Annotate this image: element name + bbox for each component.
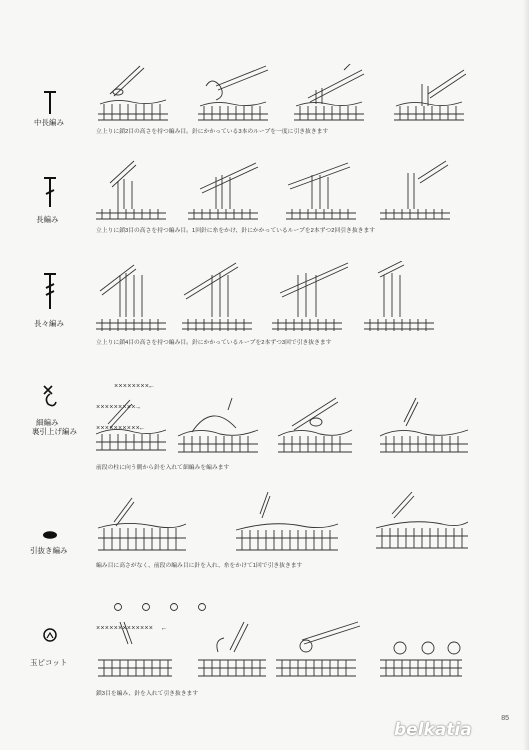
step-illustration-2 [180,261,260,333]
stitch-label-line-2: 裏引上げ編み [32,427,77,436]
stitch-row-dc [0,155,529,245]
chart-row: ×××××××××→ [96,404,141,412]
dc-icon [38,175,62,205]
step-illustration-4 [376,620,466,680]
stitch-caption: 前段の柱に向う側から針を入れて細編みを編みます [96,465,230,471]
chart-row: ××××××××← [114,383,154,391]
stitch-label: 長々編み [34,319,64,328]
step-illustration-3 [284,159,364,221]
stitch-caption: 立上りに鎖2目の高さを持つ編み目。針にかかっている3本のループを一度に引き抜きます [96,129,329,135]
chart-row: ××××××××××← [96,425,145,433]
step-illustration-4 [362,261,442,333]
ball-picot-icon [38,626,62,656]
stitch-label: 玉ピコット [30,658,68,667]
step-illustration-2 [196,64,276,122]
step-illustration-3 [372,490,472,554]
step-illustration-2 [232,490,342,554]
back-post-sc-icon [38,380,62,410]
stitch-row-back-post-sc [0,366,529,476]
tr-icon [38,271,62,301]
stitch-caption: 鎖3目を編み、針を入れて引き抜きます [96,691,199,697]
step-illustration-2 [194,620,270,680]
stitch-label-line-1: 細編み [36,418,59,427]
step-illustration-4 [392,64,472,122]
watermark: belkatia [394,720,472,740]
step-illustration-1 [94,396,170,454]
step-illustration-2 [186,159,266,221]
page-number: 85 [501,715,509,722]
step-illustration-1 [94,159,174,221]
stitch-row-slip-stitch [0,484,529,574]
step-illustration-4 [376,396,472,454]
step-illustration-1 [94,620,176,680]
picot-chart-marks [108,602,208,612]
stitch-row-hdc [0,60,529,140]
step-illustration-3 [272,620,362,680]
stitch-label: 引抜き編み [30,546,68,555]
step-illustration-4 [378,159,458,221]
stitch-row-tr [0,255,529,355]
chart-row: ××××××××××××× ← [96,625,167,633]
step-illustration-3 [292,64,372,122]
stitch-row-ball-picot [0,584,529,704]
step-illustration-3 [270,261,350,333]
step-illustration-1 [96,64,176,122]
step-illustration-2 [176,396,262,454]
stitch-caption: 編み目に高さがなく、前段の編み目に針を入れ、糸をかけて1回で引き抜きます [96,563,303,569]
stitch-caption: 立上りに鎖3目の高さを持つ編み目。1回針に糸をかけ、針にかかっているループを2本ずつ2回引き抜きます [96,228,376,234]
step-illustration-1 [94,494,190,554]
stitch-label: 中長編み [34,118,64,127]
hdc-icon [38,88,62,118]
step-illustration-3 [276,396,356,454]
stitch-label: 長編み [36,215,59,224]
stitch-caption: 立上りに鎖4目の高さを持つ編み目。針にかかっているループを2本ずつ3回で引き抜きます [96,340,332,346]
stitch-label [30,418,77,436]
step-illustration-1 [94,261,174,333]
